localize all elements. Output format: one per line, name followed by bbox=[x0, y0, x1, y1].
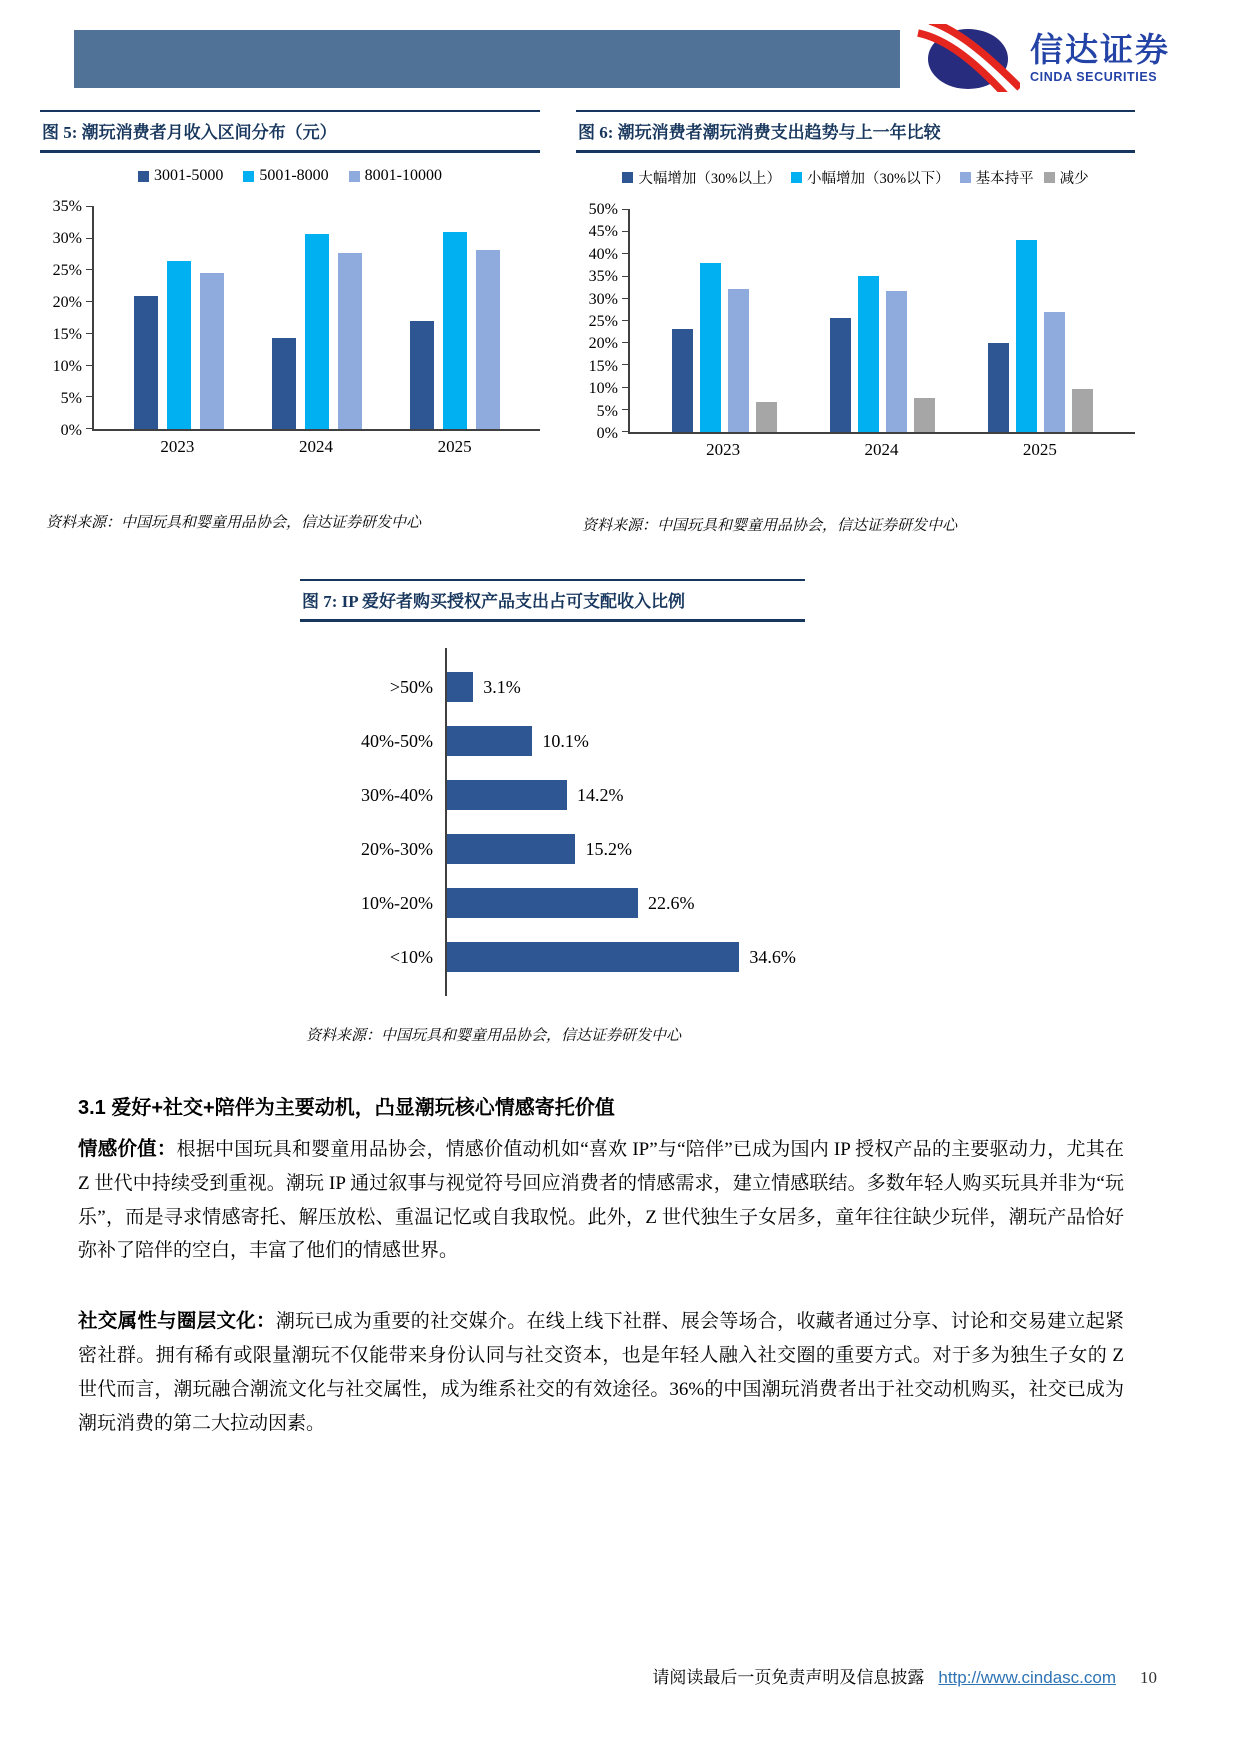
y-axis-label: 30% bbox=[588, 290, 618, 308]
bar-group bbox=[386, 207, 524, 429]
category-label: 40%-50% bbox=[361, 730, 433, 751]
plot-frame bbox=[92, 207, 540, 431]
bar bbox=[830, 318, 851, 432]
axis-tick bbox=[86, 238, 94, 239]
figure-7-caption: 图 7: IP 爱好者购买授权产品支出占可支配收入比例 bbox=[300, 579, 805, 622]
brand-name-en: CINDA SECURITIES bbox=[1030, 69, 1158, 84]
legend-swatch bbox=[791, 172, 802, 183]
bar bbox=[728, 289, 749, 432]
bar bbox=[410, 321, 434, 429]
chart-legend bbox=[40, 167, 540, 185]
paragraph-emotional-value bbox=[78, 1132, 1124, 1268]
bar bbox=[167, 261, 191, 429]
category-label: 30%-40% bbox=[361, 784, 433, 805]
bar bbox=[914, 398, 935, 432]
bar bbox=[447, 888, 638, 918]
legend-swatch bbox=[960, 172, 971, 183]
axis-tick bbox=[622, 431, 630, 432]
page-header bbox=[0, 0, 1241, 96]
figure-6-caption: 图 6: 潮玩消费者潮玩消费支出趋势与上一年比较 bbox=[576, 110, 1135, 153]
body-text bbox=[78, 1091, 1124, 1441]
paragraph-body: 潮玩已成为重要的社交媒介。在线上线下社群、展会等场合，收藏者通过分享、讨论和交易建立起紧密社群。拥有稀有或限量潮玩不仅能带来身份认同与社交资本，也是年轻人融入社交圈的重要方式。对于多为独生子女的 Z 世代而言，潮玩融合潮流文化与社交属性，成为维系社交的有效途径。36%的中国潮玩消费者出于社交动机购买，社交已成为潮玩消费的第二大拉动因素。 bbox=[78, 1311, 1124, 1434]
axis-tick bbox=[86, 206, 94, 207]
x-axis-label: 2023 bbox=[160, 437, 195, 456]
y-axis-label: 15% bbox=[52, 326, 82, 343]
legend-label: 8001-10000 bbox=[364, 167, 442, 184]
figure-7-chart bbox=[300, 648, 805, 996]
paragraph-body: 根据中国玩具和婴童用品协会，情感价值动机如“喜欢 IP”与“陪伴”已成为国内 IP 授权产品的主要驱动力，尤其在 Z 世代中持续受到重视。潮玩 IP 通过叙事与视觉符号回应消费者的情感需求，建立情感联结。多数年轻人购买玩具并非为“玩乐”，而是寻求情感寄托、解压放松、重温记忆或自我取悦。此外，Z 世代独生子女居多，童年往往缺少玩伴，潮玩产品恰好弥补了陪伴的空白，丰富了他们的情感世界。 bbox=[78, 1139, 1124, 1262]
chart-plot-area bbox=[40, 198, 540, 457]
axis-tick bbox=[622, 320, 630, 321]
legend-item bbox=[791, 167, 950, 188]
y-axis-label: 5% bbox=[60, 390, 82, 407]
data-label: 14.2% bbox=[576, 784, 624, 805]
footer-url-link[interactable]: http://www.cindasc.com bbox=[938, 1668, 1116, 1687]
category-label: 10%-20% bbox=[361, 892, 433, 913]
legend-swatch bbox=[243, 171, 254, 182]
legend-swatch bbox=[622, 172, 633, 183]
chart-row bbox=[300, 930, 805, 984]
legend-swatch bbox=[1044, 172, 1055, 183]
chart-row bbox=[300, 660, 805, 714]
bar bbox=[272, 338, 296, 429]
y-axis-label: 45% bbox=[588, 223, 618, 241]
legend-swatch bbox=[138, 171, 149, 182]
data-label: 3.1% bbox=[483, 676, 521, 697]
category-label: >50% bbox=[389, 676, 433, 697]
header-bar bbox=[74, 30, 900, 88]
y-axis-label: 15% bbox=[588, 357, 618, 375]
legend-label: 大幅增加（30%以上） bbox=[638, 171, 781, 187]
data-label: 15.2% bbox=[585, 838, 632, 859]
axis-tick bbox=[622, 409, 630, 410]
bar-group bbox=[961, 210, 1119, 432]
axis-tick bbox=[622, 387, 630, 388]
category-label: <10% bbox=[389, 946, 433, 967]
data-label: 22.6% bbox=[647, 892, 695, 913]
y-axis-label: 30% bbox=[52, 230, 82, 247]
bar bbox=[305, 234, 329, 429]
bar-group bbox=[804, 210, 962, 432]
bar bbox=[756, 402, 777, 432]
paragraph-social-culture bbox=[78, 1304, 1124, 1440]
y-axis-label: 25% bbox=[52, 262, 82, 279]
chart-legend bbox=[576, 167, 1135, 188]
figure-5-source: 资料来源：中国玩具和婴童用品协会，信达证券研发中心 bbox=[46, 515, 422, 531]
y-axis-label: 0% bbox=[60, 422, 82, 439]
figure-6-chart bbox=[576, 167, 1135, 460]
bar bbox=[338, 253, 362, 429]
brand-name-cn: 信达证券 bbox=[1030, 30, 1170, 68]
x-axis-label: 2023 bbox=[706, 440, 741, 459]
chart-plot-area bbox=[576, 201, 1135, 460]
bar-group bbox=[110, 207, 248, 429]
x-axis-label: 2024 bbox=[299, 437, 333, 456]
legend-item bbox=[138, 167, 223, 185]
axis-tick bbox=[622, 342, 630, 343]
bar bbox=[1044, 312, 1065, 432]
chart-row bbox=[300, 768, 805, 822]
cinda-logo-icon bbox=[916, 24, 1020, 92]
y-axis bbox=[576, 201, 628, 442]
y-axis-label: 35% bbox=[52, 198, 82, 215]
figure-5-chart bbox=[40, 167, 540, 457]
data-label: 34.6% bbox=[749, 946, 796, 967]
paragraph-lead: 社交属性与圈层文化： bbox=[78, 1310, 276, 1333]
x-axis-label: 2025 bbox=[437, 437, 472, 456]
bar bbox=[672, 329, 693, 432]
y-axis-label: 35% bbox=[588, 268, 618, 286]
bar bbox=[886, 291, 907, 432]
bar bbox=[447, 672, 473, 702]
footer-disclaimer: 请阅读最后一页免责声明及信息披露 bbox=[652, 1668, 925, 1687]
axis-tick bbox=[622, 276, 630, 277]
bar-group bbox=[248, 207, 386, 429]
x-axis bbox=[92, 437, 540, 457]
legend-item bbox=[1044, 167, 1089, 188]
axis-tick bbox=[622, 253, 630, 254]
y-axis-label: 5% bbox=[596, 402, 618, 420]
bar bbox=[443, 232, 467, 429]
bar bbox=[447, 780, 567, 810]
axis-tick bbox=[86, 301, 94, 302]
y-axis-label: 40% bbox=[588, 245, 618, 263]
chart-row bbox=[300, 822, 805, 876]
axis-tick bbox=[86, 269, 94, 270]
legend-item bbox=[243, 167, 328, 185]
legend-label: 基本持平 bbox=[975, 171, 1034, 187]
axis-tick bbox=[622, 231, 630, 232]
page-footer bbox=[652, 1663, 1157, 1688]
legend-item bbox=[622, 167, 781, 188]
x-axis-label: 2024 bbox=[864, 440, 899, 459]
axis-tick bbox=[622, 298, 630, 299]
legend-label: 5001-8000 bbox=[259, 167, 329, 184]
axis-tick bbox=[86, 365, 94, 366]
legend-swatch bbox=[349, 171, 360, 182]
y-axis-label: 20% bbox=[588, 335, 618, 353]
legend-label: 3001-5000 bbox=[154, 167, 224, 184]
bar bbox=[476, 250, 500, 430]
section-heading: 3.1 爱好+社交+陪伴为主要动机，凸显潮玩核心情感寄托价值 bbox=[78, 1097, 615, 1119]
y-axis-label: 25% bbox=[588, 313, 618, 330]
data-label: 10.1% bbox=[542, 730, 589, 751]
figure-6 bbox=[576, 110, 1135, 535]
y-axis bbox=[40, 198, 92, 439]
bar bbox=[447, 942, 739, 972]
axis-tick bbox=[86, 333, 94, 334]
figures-row bbox=[40, 110, 1201, 535]
category-label: 20%-30% bbox=[361, 838, 433, 859]
chart-row bbox=[300, 876, 805, 930]
legend-label: 小幅增加（30%以下） bbox=[807, 171, 950, 187]
bar bbox=[200, 273, 224, 429]
figure-5-caption: 图 5: 潮玩消费者月收入区间分布（元） bbox=[40, 110, 540, 153]
bar bbox=[1072, 389, 1093, 432]
axis-tick bbox=[622, 209, 630, 210]
figure-6-source: 资料来源：中国玩具和婴童用品协会，信达证券研发中心 bbox=[582, 518, 958, 534]
bar bbox=[447, 726, 532, 756]
y-axis-label: 50% bbox=[588, 201, 618, 218]
x-axis bbox=[628, 440, 1135, 460]
axis-tick bbox=[86, 396, 94, 397]
brand-text bbox=[1030, 30, 1170, 84]
bar bbox=[1016, 240, 1037, 432]
figure-5 bbox=[40, 110, 540, 535]
axis-tick bbox=[86, 428, 94, 429]
bar bbox=[134, 296, 158, 429]
legend-item bbox=[960, 167, 1034, 188]
bar bbox=[447, 834, 575, 864]
y-axis-label: 20% bbox=[52, 294, 82, 311]
cinda-logo bbox=[916, 24, 1170, 92]
legend-item bbox=[349, 167, 442, 185]
axis-tick bbox=[622, 364, 630, 365]
horizontal-bar-chart bbox=[300, 648, 805, 996]
chart-row bbox=[300, 714, 805, 768]
bar bbox=[988, 343, 1009, 432]
x-axis-label: 2025 bbox=[1022, 440, 1057, 459]
figure-7-source: 资料来源：中国玩具和婴童用品协会，信达证券研发中心 bbox=[306, 1028, 682, 1044]
paragraph-lead: 情感价值： bbox=[78, 1138, 177, 1160]
plot-frame bbox=[628, 210, 1135, 434]
y-axis-label: 0% bbox=[596, 425, 618, 442]
bar bbox=[700, 263, 721, 432]
figure-7 bbox=[300, 579, 805, 1045]
page-number: 10 bbox=[1140, 1668, 1157, 1687]
legend-label: 减少 bbox=[1059, 171, 1089, 187]
bar-group bbox=[646, 210, 804, 432]
y-axis-label: 10% bbox=[588, 380, 618, 398]
y-axis-label: 10% bbox=[52, 358, 82, 375]
bar bbox=[858, 276, 879, 432]
